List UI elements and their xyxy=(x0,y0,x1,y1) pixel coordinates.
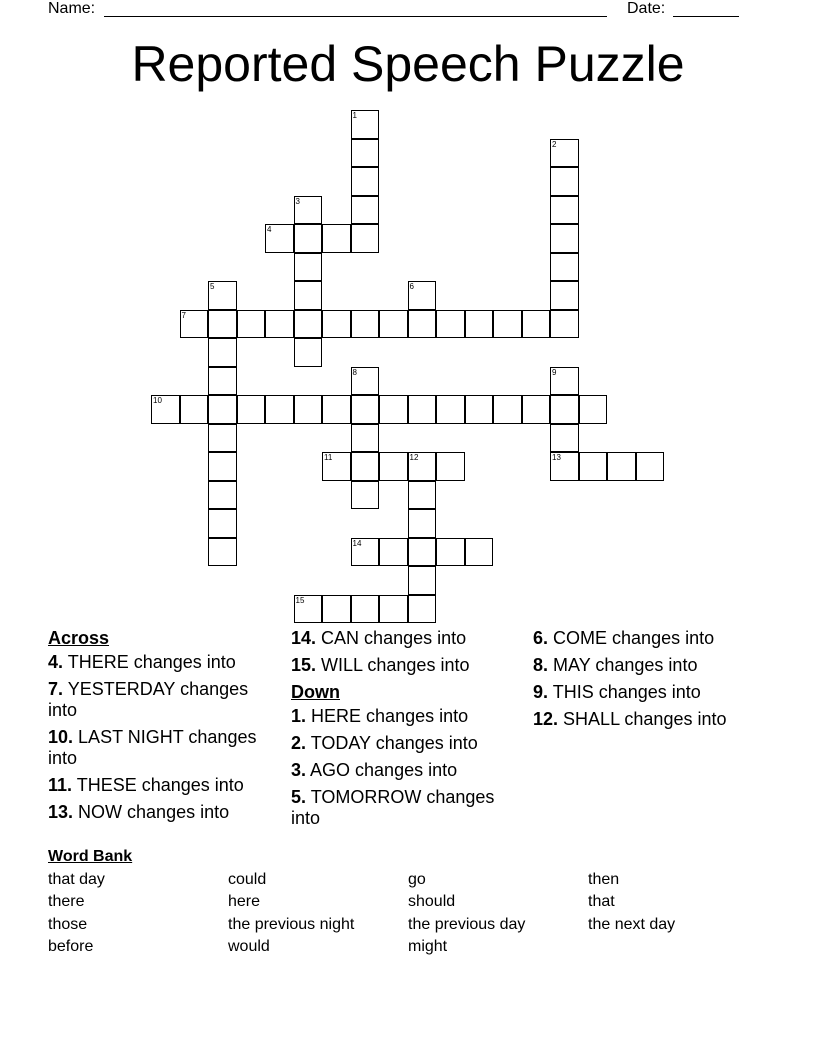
grid-cell[interactable] xyxy=(208,452,237,481)
grid-cell[interactable] xyxy=(294,281,323,310)
grid-cell[interactable] xyxy=(322,595,351,624)
clue-number: 7 xyxy=(181,310,186,320)
grid-cell[interactable] xyxy=(579,452,608,481)
grid-cell[interactable] xyxy=(550,424,579,453)
grid-cell[interactable] xyxy=(294,595,323,624)
clue-down-6: 6. COME changes into xyxy=(533,628,715,648)
grid-cell[interactable] xyxy=(408,566,437,595)
grid-cell[interactable] xyxy=(237,395,266,424)
clue-number: 6 xyxy=(409,282,414,291)
grid-cell[interactable] xyxy=(493,310,522,339)
grid-cell[interactable] xyxy=(151,395,180,424)
grid-cell[interactable] xyxy=(180,310,209,339)
grid-cell[interactable] xyxy=(408,481,437,510)
clue-across-11: 11. THESE changes into xyxy=(48,775,244,795)
clue-number: 11 xyxy=(324,453,333,462)
grid-cell[interactable] xyxy=(322,452,351,481)
grid-cell[interactable] xyxy=(351,452,380,481)
grid-cell[interactable] xyxy=(180,395,209,424)
grid-cell[interactable] xyxy=(607,452,636,481)
grid-cell[interactable] xyxy=(436,310,465,339)
grid-cell[interactable] xyxy=(351,481,380,510)
clue-across-4: 4. THERE changes into xyxy=(48,652,236,672)
clue-down-2: 2. TODAY changes into xyxy=(291,733,478,753)
word-bank-title: Word Bank xyxy=(48,848,133,865)
clue-number: 13 xyxy=(552,453,561,462)
grid-cell[interactable] xyxy=(379,452,408,481)
clue-number: 5 xyxy=(210,282,215,291)
grid-cell[interactable] xyxy=(636,452,665,481)
clue-number: 10 xyxy=(153,396,162,405)
word-bank-item: there xyxy=(48,893,85,910)
word-bank-item: could xyxy=(228,870,267,888)
clues-column-1 xyxy=(48,628,278,829)
clue-number: 1 xyxy=(352,111,357,120)
clue-across-7: 7. YESTERDAY changes into xyxy=(48,679,249,720)
grid-cell[interactable] xyxy=(436,538,465,567)
word-bank-item: here xyxy=(228,893,261,910)
grid-cell[interactable] xyxy=(436,395,465,424)
grid-cell[interactable] xyxy=(294,310,323,339)
grid-cell[interactable] xyxy=(579,395,608,424)
clue-number: 3 xyxy=(295,196,300,206)
grid-cell[interactable] xyxy=(208,395,237,424)
grid-cell[interactable] xyxy=(522,310,551,339)
grid-cell[interactable] xyxy=(550,367,579,396)
clue-number: 4 xyxy=(267,225,272,234)
grid-cell[interactable] xyxy=(379,395,408,424)
clues-column-3 xyxy=(533,628,773,736)
grid-cell[interactable] xyxy=(351,538,380,567)
grid-cell[interactable] xyxy=(550,281,579,310)
word-bank xyxy=(48,846,768,959)
grid-cell[interactable] xyxy=(408,395,437,424)
grid-cell[interactable] xyxy=(465,395,494,424)
clue-across-10: 10. LAST NIGHT changes into xyxy=(48,727,257,768)
grid-cell[interactable] xyxy=(351,367,380,396)
grid-cell[interactable] xyxy=(436,452,465,481)
word-bank-item: should xyxy=(408,893,456,910)
grid-cell[interactable] xyxy=(550,139,579,168)
grid-cell[interactable] xyxy=(379,595,408,624)
grid-cell[interactable] xyxy=(208,509,237,538)
grid-cell[interactable] xyxy=(208,310,237,339)
word-bank-item: that day xyxy=(48,870,105,888)
grid-cell[interactable] xyxy=(550,452,579,481)
grid-cell[interactable] xyxy=(322,310,351,339)
word-bank-item: the previous day xyxy=(408,915,526,933)
grid-cell[interactable] xyxy=(322,224,351,253)
grid-cell[interactable] xyxy=(294,196,323,225)
grid-cell[interactable] xyxy=(493,395,522,424)
page-title: Reported Speech Puzzle xyxy=(131,36,685,92)
grid-cell[interactable] xyxy=(208,481,237,510)
across-heading: Across xyxy=(48,628,110,648)
grid-cell[interactable] xyxy=(379,310,408,339)
grid-cell[interactable] xyxy=(550,253,579,282)
word-bank-item: go xyxy=(408,870,426,888)
grid-cell[interactable] xyxy=(351,110,380,139)
name-label: Name: xyxy=(48,0,96,17)
word-bank-item: the previous night xyxy=(228,915,355,933)
word-bank-item: would xyxy=(228,938,270,955)
grid-cell[interactable] xyxy=(208,338,237,367)
grid-cell[interactable] xyxy=(351,595,380,624)
grid-cell[interactable] xyxy=(379,538,408,567)
clue-number: 9 xyxy=(552,367,557,377)
grid-cell[interactable] xyxy=(237,310,266,339)
grid-cell[interactable] xyxy=(550,310,579,339)
grid-cell[interactable] xyxy=(550,167,579,196)
clues-column-2 xyxy=(291,628,521,835)
grid-cell[interactable] xyxy=(408,452,437,481)
grid-cell[interactable] xyxy=(351,196,380,225)
clue-number: 14 xyxy=(352,538,362,548)
grid-cell[interactable] xyxy=(550,196,579,225)
grid-cell[interactable] xyxy=(351,224,380,253)
clue-across-14: 14. CAN changes into xyxy=(291,628,467,648)
clue-across-13: 13. NOW changes into xyxy=(48,802,230,822)
grid-cell[interactable] xyxy=(265,310,294,339)
clue-number: 15 xyxy=(295,595,305,605)
grid-cell[interactable] xyxy=(522,395,551,424)
word-bank-list xyxy=(48,869,768,959)
word-bank-item: before xyxy=(48,938,94,955)
date-label: Date: xyxy=(627,0,666,17)
grid-cell[interactable] xyxy=(408,509,437,538)
grid-cell[interactable] xyxy=(408,281,437,310)
word-bank-item: the next day xyxy=(588,915,676,933)
down-heading: Down xyxy=(291,682,340,702)
grid-cell[interactable] xyxy=(465,538,494,567)
grid-cell[interactable] xyxy=(351,395,380,424)
clue-down-12: 12. SHALL changes into xyxy=(533,709,727,729)
grid-cell[interactable] xyxy=(294,395,323,424)
grid-cell[interactable] xyxy=(265,224,294,253)
word-bank-item: might xyxy=(408,938,448,955)
grid-cell[interactable] xyxy=(550,224,579,253)
word-bank-item: then xyxy=(588,870,620,888)
clue-down-3: 3. AGO changes into xyxy=(291,760,458,780)
grid-cell[interactable] xyxy=(408,595,437,624)
grid-cell[interactable] xyxy=(351,310,380,339)
clue-down-1: 1. HERE changes into xyxy=(291,706,469,726)
word-bank-item: those xyxy=(48,915,88,933)
grid-cell[interactable] xyxy=(465,310,494,339)
clue-down-8: 8. MAY changes into xyxy=(533,655,698,675)
grid-cell[interactable] xyxy=(294,253,323,282)
clue-number: 8 xyxy=(352,367,357,377)
grid-cell[interactable] xyxy=(294,224,323,253)
grid-cell[interactable] xyxy=(294,338,323,367)
clue-down-5: 5. TOMORROW changes into xyxy=(291,787,495,828)
clue-across-15: 15. WILL changes into xyxy=(291,655,470,675)
clue-down-9: 9. THIS changes into xyxy=(533,682,701,702)
grid-cell[interactable] xyxy=(408,310,437,339)
grid-cell[interactable] xyxy=(208,281,237,310)
clue-number: 2 xyxy=(552,139,557,149)
grid-cell[interactable] xyxy=(208,538,237,567)
grid-cell[interactable] xyxy=(550,395,579,424)
grid-cell[interactable] xyxy=(265,395,294,424)
grid-cell[interactable] xyxy=(408,538,437,567)
grid-cell[interactable] xyxy=(351,424,380,453)
grid-cell[interactable] xyxy=(208,424,237,453)
grid-cell[interactable] xyxy=(322,395,351,424)
word-bank-item: that xyxy=(588,893,615,910)
grid-cell[interactable] xyxy=(351,167,380,196)
clue-number: 12 xyxy=(409,453,419,462)
grid-cell[interactable] xyxy=(208,367,237,396)
grid-cell[interactable] xyxy=(351,139,380,168)
